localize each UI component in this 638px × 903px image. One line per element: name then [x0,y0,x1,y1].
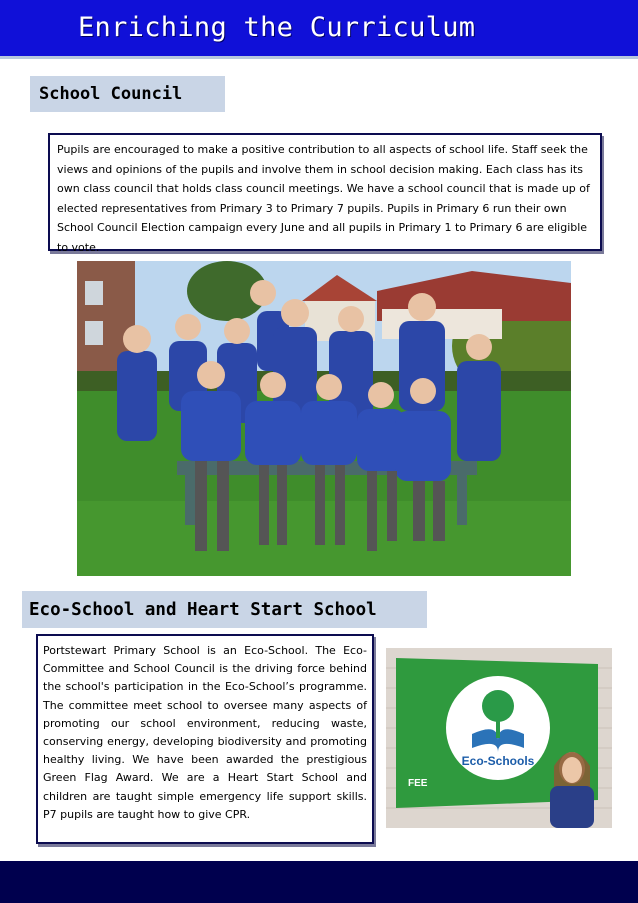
title-bar [0,0,638,56]
title-divider [0,56,638,59]
eco-school-body: Portstewart Primary School is an Eco-School. The Eco-Committee and School Council is the driving force behind the school's participation in the Eco-School’s programme. The committee meet school to oversee many aspects of promoting our school environment, reducing waste, conserving energy, developing biodiversity and promoting healthy living. We have been awarded the prestigious Green Flag Award. We are a Heart Start School and children are taught simple emergency life support skills. P7 pupils are taught how to give CPR. [43,644,367,821]
school-council-text-box [48,133,602,254]
school-council-photo [77,261,571,576]
eco-school-text-box [36,634,374,844]
page-title: Enriching the Curriculum [78,12,476,43]
school-council-heading: School Council [30,76,225,112]
footer-bar [0,861,638,903]
school-council-photo-image [77,261,571,576]
eco-schools-flag-label: Eco-Schools [461,754,535,768]
fee-flag-label: FEE [408,778,428,789]
eco-flag-photo-image [386,648,612,828]
school-council-body: Pupils are encouraged to make a positive contribution to all aspects of school life. Staff seek the views and opinions of the pupils and involve them in school decision making. Each class has its own class council that holds class council meetings. We have a school council that is made up of elected representatives from Primary 3 to Primary 7 pupils. Pupils in Primary 6 run their own School Council Election campaign every June and all pupils in Primary 1 to Primary 6 are eligible to vote. [57,143,590,254]
eco-school-heading: Eco-School and Heart Start School [22,591,427,628]
eco-flag-photo [386,648,612,828]
